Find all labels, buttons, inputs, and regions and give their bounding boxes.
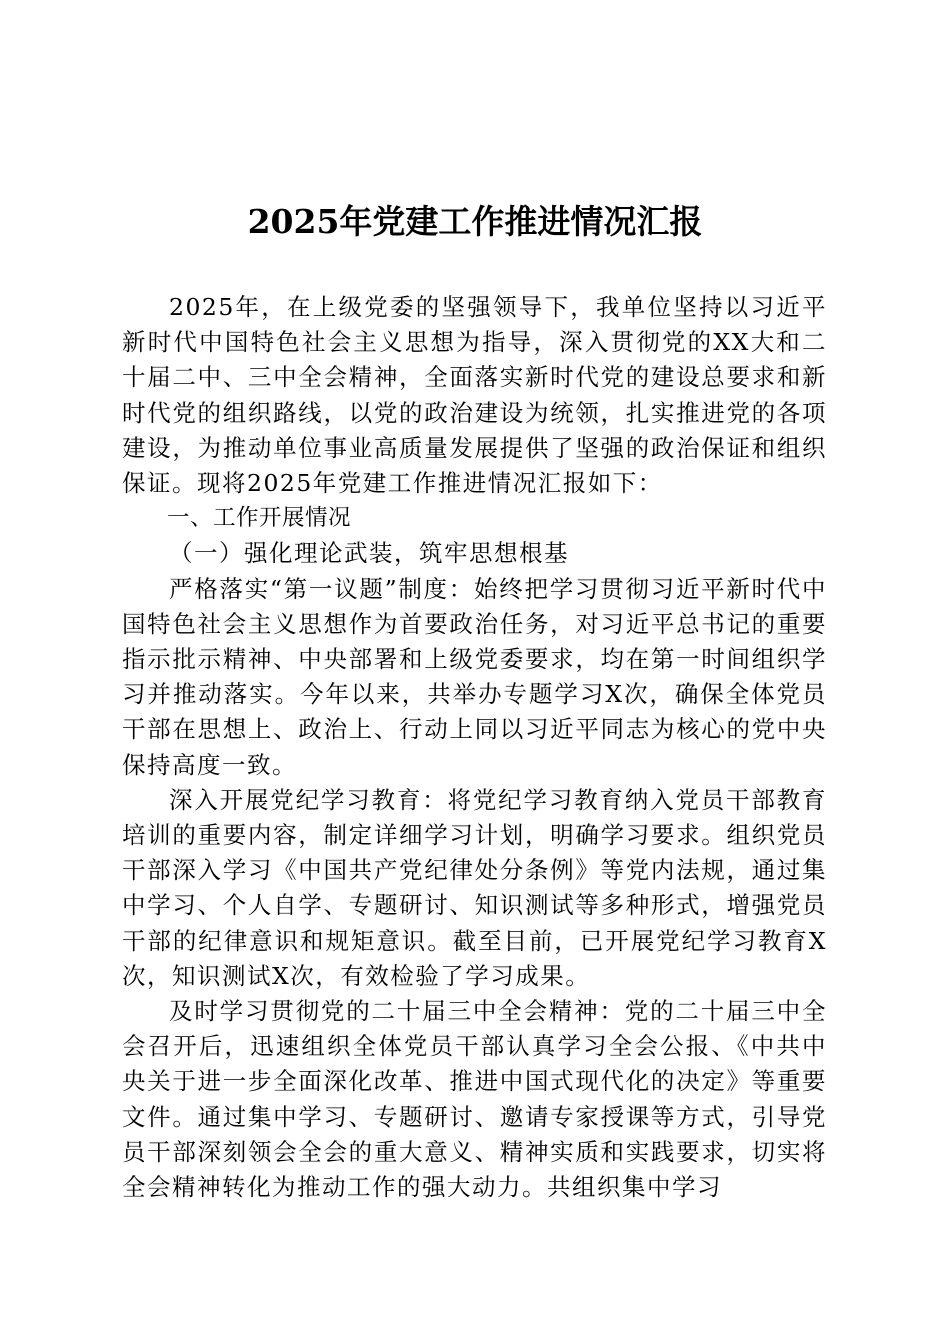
paragraph-plenary-study: 及时学习贯彻党的二十届三中全会精神：党的二十届三中全会召开后，迅速组织全体党员干部认真学习全会公报、《中共中央关于进一步全面深化改革、推进中国式现代化的决定》等重要文件。通过集中学习、专题研讨、邀请专家授课等方式，引导党员干部深刻领会全会的重大意义、精神实质和实践要求，切实将全会精神转化为推动工作的强大动力。共组织集中学习 <box>122 997 827 1202</box>
section-heading: 一、工作开展情况 <box>167 505 352 532</box>
subsection-heading: （一）强化理论武装，筑牢思想根基 <box>169 539 569 568</box>
intro-paragraph: 2025年，在上级党委的坚强领导下，我单位坚持以习近平新时代中国特色社会主义思想为指导，深入贯彻党的XX大和二十届二中、三中全会精神，全面落实新时代党的建设总要求和新时代党的组织路线，以党的政治建设为统领，扎实推进党的各项建设，为推动单位事业高质量发展提供了坚强的政治保证和组织保证。现将2025年党建工作推进情况汇报如下： <box>122 293 827 498</box>
document-title: 2025年党建工作推进情况汇报 <box>247 202 703 241</box>
paragraph-first-topic: 严格落实“第一议题”制度：始终把学习贯彻习近平新时代中国特色社会主义思想作为首要政治任务，对习近平总书记的重要指示批示精神、中央部署和上级党委要求，均在第一时间组织学习并推动落实。今年以来，共举办专题学习X次，确保全体党员干部在思想上、政治上、行动上同以习近平同志为核心的党中央保持高度一致。 <box>122 574 827 779</box>
document-body <box>122 290 827 1205</box>
paragraph-discipline-education: 深入开展党纪学习教育：将党纪学习教育纳入党员干部教育培训的重要内容，制定详细学习计划，明确学习要求。组织党员干部深入学习《中国共产党纪律处分条例》等党内法规，通过集中学习、个人自学、专题研讨、知识测试等多种形式，增强党员干部的纪律意识和规矩意识。截至目前，已开展党纪学习教育X次，知识测试X次，有效检验了学习成果。 <box>122 785 827 990</box>
